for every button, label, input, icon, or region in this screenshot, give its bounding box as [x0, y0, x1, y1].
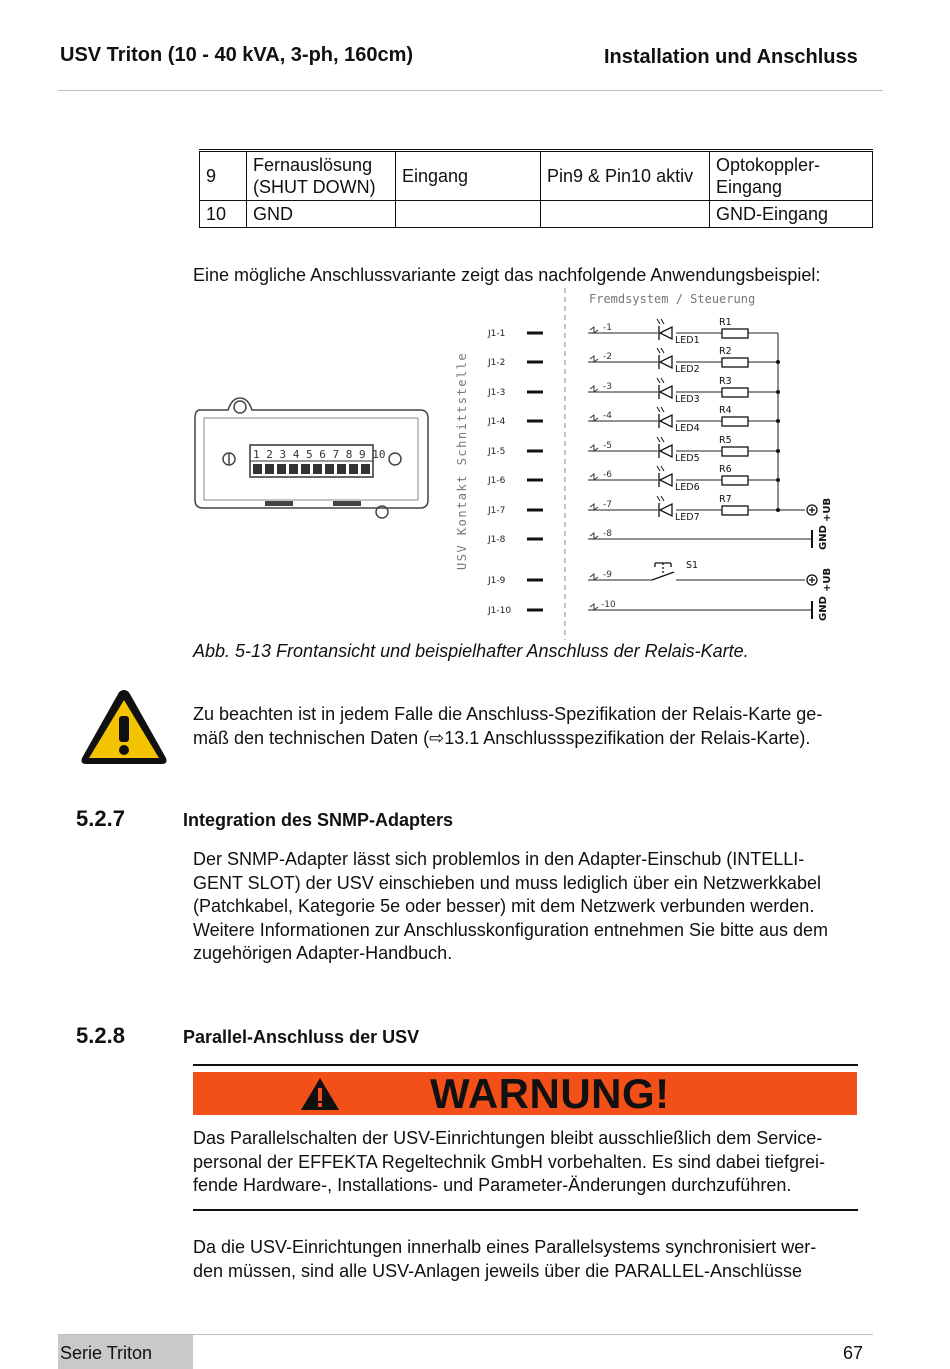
switch-symbol	[652, 563, 674, 580]
led-label: LED1	[675, 335, 700, 346]
chapter-title: Installation und Anschluss	[604, 46, 858, 68]
section-title: Parallel-Anschluss der USV	[183, 1027, 420, 1047]
section-body	[193, 848, 828, 966]
warning-body	[193, 1127, 825, 1198]
wire-label: -2	[603, 352, 612, 362]
document-title: USV Triton (10 - 40 kVA, 3-ph, 160cm)	[60, 44, 414, 66]
terminal-numbers: 1 2 3 4 5 6 7 8 9 10	[253, 448, 386, 461]
wire-label: -4	[603, 411, 612, 421]
switch-label: S1	[686, 560, 699, 571]
wire-label: -9	[603, 570, 612, 580]
warning-line: fende Hardware-, Installations- und Parameter-Änderungen durchzuführen.	[193, 1175, 792, 1195]
pin-label: J1-4	[488, 417, 506, 427]
cell-line: Optokoppler-	[716, 155, 821, 175]
warning-label: WARNUNG!	[430, 1070, 670, 1117]
body-line: zugehörigen Adapter-Handbuch.	[193, 943, 453, 963]
wire-label: -8	[603, 529, 612, 539]
table-cell: Eingang	[396, 151, 541, 201]
table-row	[200, 201, 873, 228]
body-line: Weitere Informationen zur Anschlusskonfiguration entnehmen Sie bitte aus dem	[193, 919, 829, 940]
table-row	[200, 151, 873, 201]
pin-label: J1-7	[488, 506, 506, 516]
resistor-label: R2	[719, 346, 732, 357]
gnd-label: GND	[818, 525, 829, 550]
ub-label: +UB	[822, 567, 833, 592]
section-number: 5.2.8	[76, 1023, 125, 1048]
wire-label: -6	[603, 470, 612, 480]
wire-label: -3	[603, 382, 612, 392]
interface-label: USV Kontakt Schnittstelle	[455, 351, 469, 570]
resistor-label: R1	[719, 317, 732, 328]
relay-wiring-diagram	[185, 285, 845, 640]
figure-caption: Abb. 5-13 Frontansicht und beispielhafter Anschluss der Relais-Karte.	[193, 641, 749, 661]
warning-triangle-icon	[78, 686, 170, 768]
pin-label: J1-8	[488, 535, 506, 545]
wire-label: -7	[603, 500, 612, 510]
terminal-blocks	[253, 464, 370, 474]
table-cell: GND	[247, 201, 396, 228]
resistor-label: R7	[719, 494, 732, 505]
section-number: 5.2.7	[76, 806, 125, 831]
warning-top-rule	[193, 1064, 858, 1066]
note-line-prefix: mäß den technischen Daten (	[193, 727, 430, 748]
pin-label: J1-9	[488, 576, 506, 586]
cell-line: Eingang	[716, 177, 783, 197]
led-label: LED6	[675, 482, 700, 493]
supply-labels	[818, 498, 833, 621]
footer-series: Serie Triton	[60, 1343, 153, 1363]
warning-bottom-rule	[193, 1209, 858, 1211]
cell-line: (SHUT DOWN)	[253, 177, 376, 197]
page-number: 67	[843, 1343, 864, 1363]
pin-label: J1-1	[488, 329, 506, 339]
wire-markers	[590, 327, 598, 610]
warning-line: personal der EFFEKTA Regeltechnik GmbH vorbehalten. Es sind dabei tiefgrei-	[193, 1151, 825, 1172]
resistor-label: R5	[719, 435, 732, 446]
pin-labels	[487, 329, 511, 616]
supply-symbols	[807, 505, 817, 619]
cell-line: Fernauslösung	[253, 155, 373, 175]
pin-label: J1-2	[488, 358, 506, 368]
section-body	[193, 1236, 816, 1283]
pin-label: J1-10	[488, 606, 512, 616]
pin-label: J1-6	[488, 476, 506, 486]
led-rays	[657, 319, 664, 501]
led-label: LED4	[675, 423, 700, 434]
body-line: Der SNMP-Adapter lässt sich problemlos in den Adapter-Einschub (INTELLI-	[193, 849, 805, 869]
table-cell	[541, 201, 710, 228]
pin-label: J1-5	[488, 447, 506, 457]
resistor-label: R4	[719, 405, 732, 416]
note-line: Zu beachten ist in jedem Falle die Anschluss-Spezifikation der Relais-Karte ge-	[193, 704, 823, 724]
intro-text: Eine mögliche Anschlussvariante zeigt das nachfolgende Anwendungsbeispiel:	[193, 265, 821, 285]
reference-arrow-icon: ⇨	[429, 727, 445, 748]
led-symbols	[659, 326, 672, 517]
table-cell	[710, 151, 873, 201]
note-line-suffix: 13.1 Anschlussspezifikation der Relais-Karte).	[444, 727, 811, 748]
resistor-label: R3	[719, 376, 732, 387]
pin-label: J1-3	[488, 388, 506, 398]
table-cell	[396, 201, 541, 228]
wire-label: -5	[603, 441, 612, 451]
led-labels	[675, 335, 700, 523]
table-cell	[247, 151, 396, 201]
wire-label: -1	[603, 323, 612, 333]
section-title: Integration des SNMP-Adapters	[183, 810, 454, 830]
wires	[588, 333, 812, 610]
wire-labels	[601, 323, 616, 610]
pin-stubs	[527, 333, 543, 610]
wire-label: -10	[601, 600, 616, 610]
led-label: LED2	[675, 364, 700, 375]
body-line: den müssen, sind alle USV-Anlagen jeweils über die PARALLEL-Anschlüsse	[193, 1260, 803, 1281]
ub-label: +UB	[822, 497, 833, 522]
table-cell: Pin9 & Pin10 aktiv	[541, 151, 710, 201]
led-label: LED5	[675, 453, 700, 464]
resistor-label: R6	[719, 464, 732, 475]
table-cell: GND-Eingang	[710, 201, 873, 228]
header-divider	[58, 90, 883, 91]
gnd-label: GND	[818, 596, 829, 621]
warning-icon	[299, 1076, 341, 1112]
led-label: LED3	[675, 394, 700, 405]
pin-table	[199, 149, 873, 228]
warning-line: Das Parallelschalten der USV-Einrichtungen bleibt ausschließlich dem Service-	[193, 1128, 823, 1148]
body-line: Da die USV-Einrichtungen innerhalb eines Parallelsystems synchronisiert wer-	[193, 1237, 817, 1257]
body-line: (Patchkabel, Kategorie 5e oder besser) mit dem Netzwerk verbunden werden.	[193, 896, 815, 916]
external-system-label: Fremdsystem / Steuerung	[589, 292, 756, 306]
led-label: LED7	[675, 512, 700, 523]
note-text	[193, 703, 822, 750]
body-line: GENT SLOT) der USV einschieben und muss lediglich über ein Netzwerkkabel	[193, 872, 821, 893]
table-cell: 9	[200, 151, 247, 201]
table-cell: 10	[200, 201, 247, 228]
